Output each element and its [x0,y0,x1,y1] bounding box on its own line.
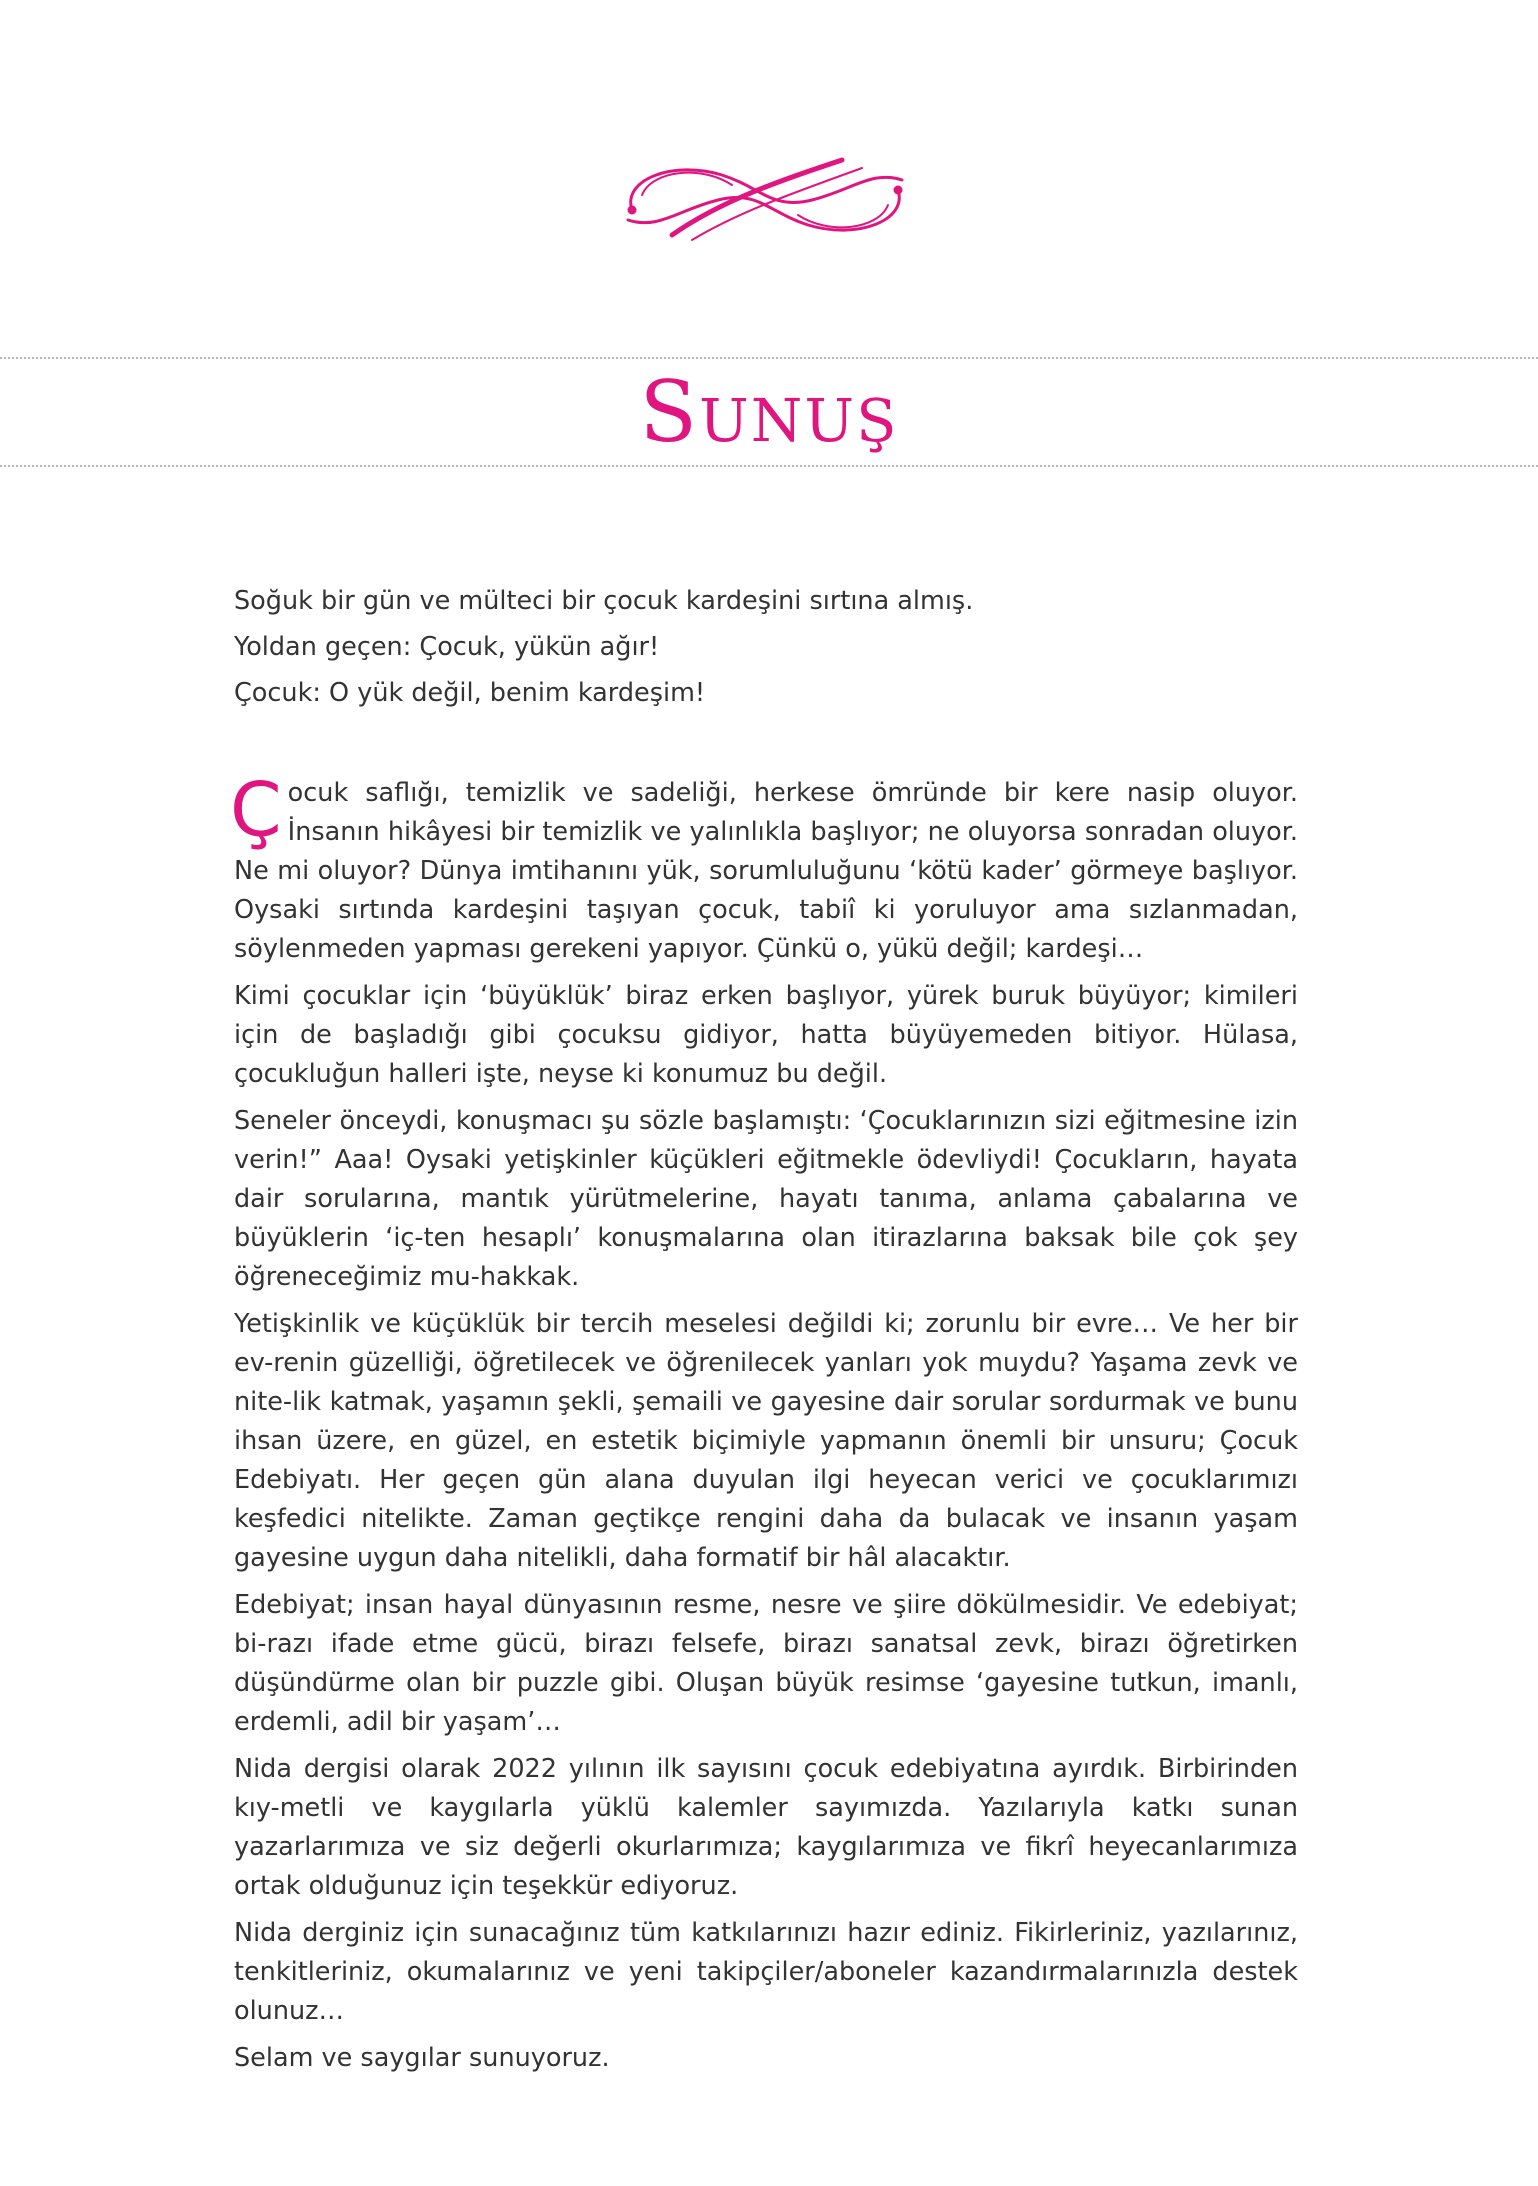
paragraph: Yetişkinlik ve küçüklük bir tercih meselesi değildi ki; zorunlu bir evre… Ve her bir ev-renin güzelliği, öğretilecek ve öğrenilecek yanları yok muydu? Yaşama zevk ve nite-lik katmak, yaşamın şekli, şemaili ve gayesine dair sorular sordurmak ve bunu ihsan üzere, en güzel, en estetik biçimiyle yapmanın önemli bir unsuru; Çocuk Edebiyatı. Her geçen gün alana duyulan ilgi heyecan verici ve çocuklarımızı keşfedici nitelikte. Zaman geçtikçe rengini daha da bulacak ve insanın yaşam gayesine uygun daha nitelikli, daha formatif bir hâl alacaktır. [234,1309,1298,1573]
paragraph: Edebiyat; insan hayal dünyasının resme, nesre ve şiire dökülmesidir. Ve edebiyat; bi-razı ifade etme gücü, birazı felsefe, birazı sanatsal zevk, birazı öğretirken düşündürme olan bir puzzle gibi. Oluşan büyük resimse ‘gayesine tutkun, imanlı, erdemli, adil bir yaşam’… [234,1590,1298,1737]
top-dotted-divider [0,357,1538,359]
intro-line: Soğuk bir gün ve mülteci bir çocuk kardeşini sırtına almış. [234,586,974,616]
drop-cap: Ç [230,767,282,853]
flourish-ornament-icon [612,140,918,260]
intro-dialogue [234,582,1298,713]
paragraph: Kimi çocuklar için ‘büyüklük’ biraz erken başlıyor, yürek buruk büyüyor; kimileri için de başladığı gibi çocuksu gidiyor, hatta büyüyemeden bitiyor. Hülasa, çocukluğun halleri işte, neyse ki konumuz bu değil. [234,981,1298,1089]
paragraph: Seneler önceydi, konuşmacı şu sözle başlamıştı: ‘Çocuklarınızın sizi eğitmesine izin verin!” Aaa! Oysaki yetişkinler küçükleri eğitmekle ödevliydi! Çocukların, hayata dair sorularına, mantık yürütmelerine, hayatı tanıma, anlama çabalarına ve büyüklerin ‘iç-ten hesaplı’ konuşmalarına olan itirazlarına baksak bile çok şey öğreneceğimiz mu-hakkak. [234,1106,1298,1292]
intro-line: Yoldan geçen: Çocuk, yükün ağır! [234,632,660,662]
paragraph: Nida derginiz için sunacağınız tüm katkılarınızı hazır ediniz. Fikirleriniz, yazılarınız, tenkitleriniz, okumalarınız ve yeni takipçiler/aboneler kazandırmalarınızla destek olunuz… [234,1918,1298,2026]
main-text [230,767,1298,2078]
closing-line: Selam ve saygılar sunuyoruz. [234,2043,610,2073]
first-paragraph [230,767,1298,969]
intro-line: Çocuk: O yük değil, benim kardeşim! [234,678,706,708]
page-title: Sunuş [639,363,899,461]
bottom-dotted-divider [0,465,1538,467]
first-paragraph-text: ocuk saflığı, temizlik ve sadeliği, herkese ömründe bir kere nasip oluyor. İnsanın hikâyesi bir temizlik ve yalınlıkla başlıyor; ne oluyorsa sonradan oluyor. Ne mi oluyor? Dünya imtihanını yük, sorumluluğunu ‘kötü kader’ görmeye başlıyor. Oysaki sırtında kardeşini taşıyan çocuk, tabiî ki yoruluyor ama sızlanmadan, söylenmeden yapması gerekeni yapıyor. Çünkü o, yükü değil; kardeşi… [234,778,1298,964]
article-body [230,582,1298,2086]
paragraph: Nida dergisi olarak 2022 yılının ilk sayısını çocuk edebiyatına ayırdık. Birbirinden kıy-metli ve kaygılarla yüklü kalemler sayımızda. Yazılarıyla katkı sunan yazarlarımıza ve siz değerli okurlarımıza; kaygılarımıza ve fikrî heyecanlarımıza ortak olduğunuz için teşekkür ediyoruz. [234,1754,1298,1901]
